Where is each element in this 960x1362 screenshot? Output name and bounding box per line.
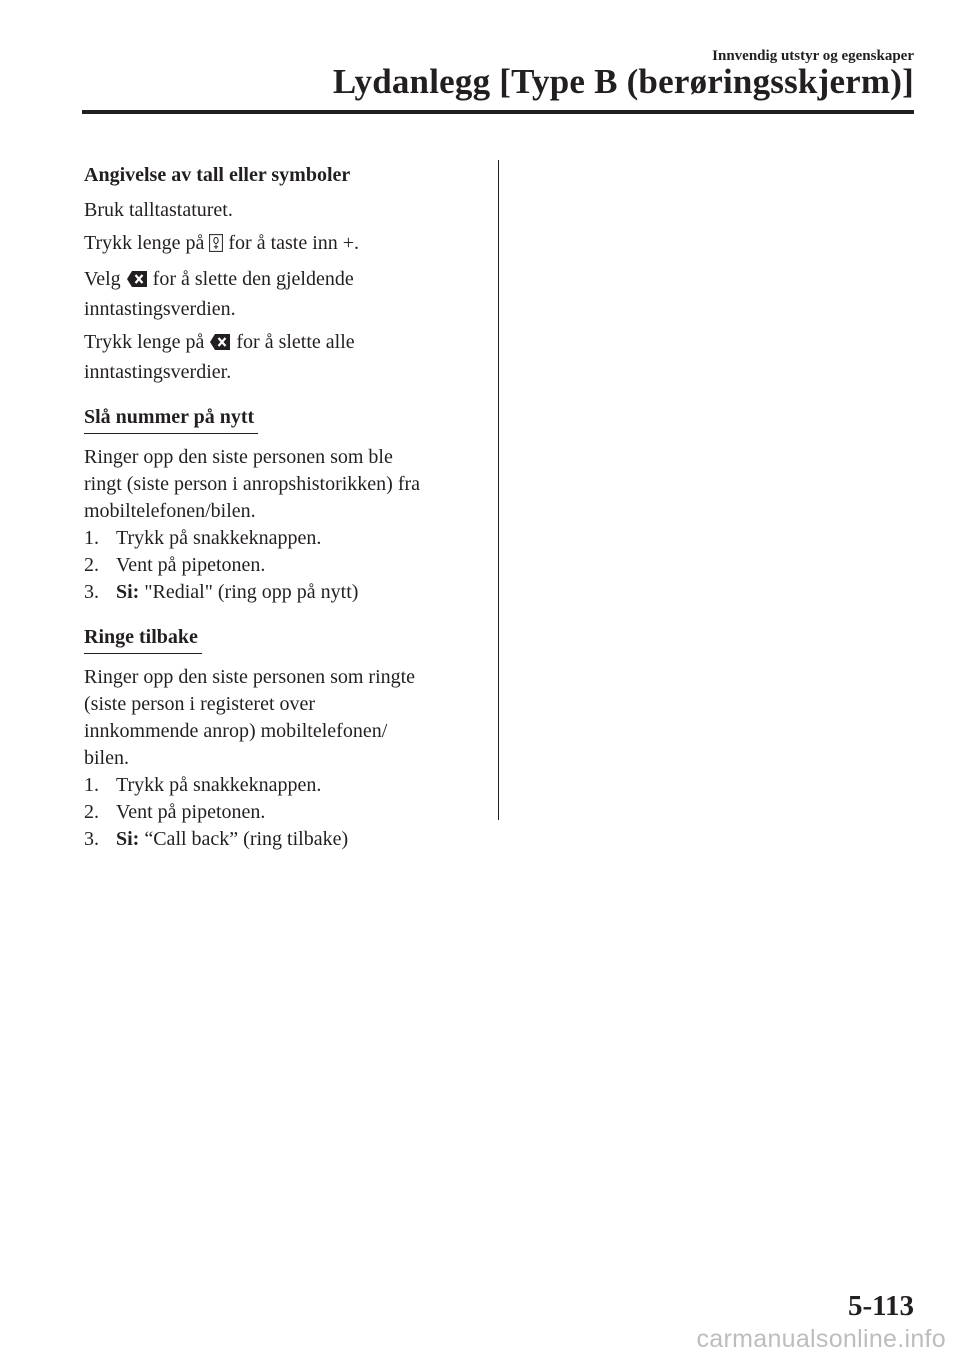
page-title: Lydanlegg [Type B (berøringsskjerm)] — [332, 62, 914, 101]
paragraph: Trykk lenge på for å slette alle inntastingsverdier. — [84, 331, 355, 383]
list-item: 1. Trykk på snakkeknappen. — [84, 774, 322, 796]
list-item: 3. Si: “Call back” (ring tilbake) — [84, 828, 349, 850]
paragraph: Trykk lenge på for å taste inn +. — [84, 230, 484, 260]
backspace-delete-icon — [126, 269, 148, 296]
paragraph: Velg for å slette den gjeldende inntastingsverdien. — [84, 268, 354, 320]
section-heading-numbers-symbols: Angivelse av tall eller symboler — [84, 164, 351, 186]
column-divider — [498, 160, 499, 820]
page-number: 5-113 — [847, 1290, 914, 1322]
list-item: 1. Trykk på snakkeknappen. — [84, 527, 322, 549]
list-item: 2. Vent på pipetonen. — [84, 801, 266, 823]
paragraph: Ringer opp den siste personen som ble ringt (siste person i anropshistorikken) fra mobiltelefonen/bilen. — [84, 446, 421, 522]
header-section-name: Innvendig utstyr og egenskaper — [712, 48, 914, 64]
paragraph: Ringer opp den siste personen som ringte (siste person i registeret over innkommende anrop) mobiltelefonen/ bilen. — [84, 666, 416, 769]
zero-plus-key-icon — [209, 233, 223, 260]
section-heading-redial: Slå nummer på nytt — [84, 404, 258, 434]
header-rule — [82, 110, 914, 114]
paragraph: Bruk talltastaturet. — [84, 199, 233, 221]
watermark: carmanualsonline.info — [696, 1325, 946, 1353]
content-column — [84, 162, 484, 853]
backspace-delete-icon — [209, 332, 231, 359]
list-item: 3. Si: "Redial" (ring opp på nytt) — [84, 581, 359, 603]
section-heading-call-back: Ringe tilbake — [84, 624, 202, 654]
list-item: 2. Vent på pipetonen. — [84, 554, 266, 576]
